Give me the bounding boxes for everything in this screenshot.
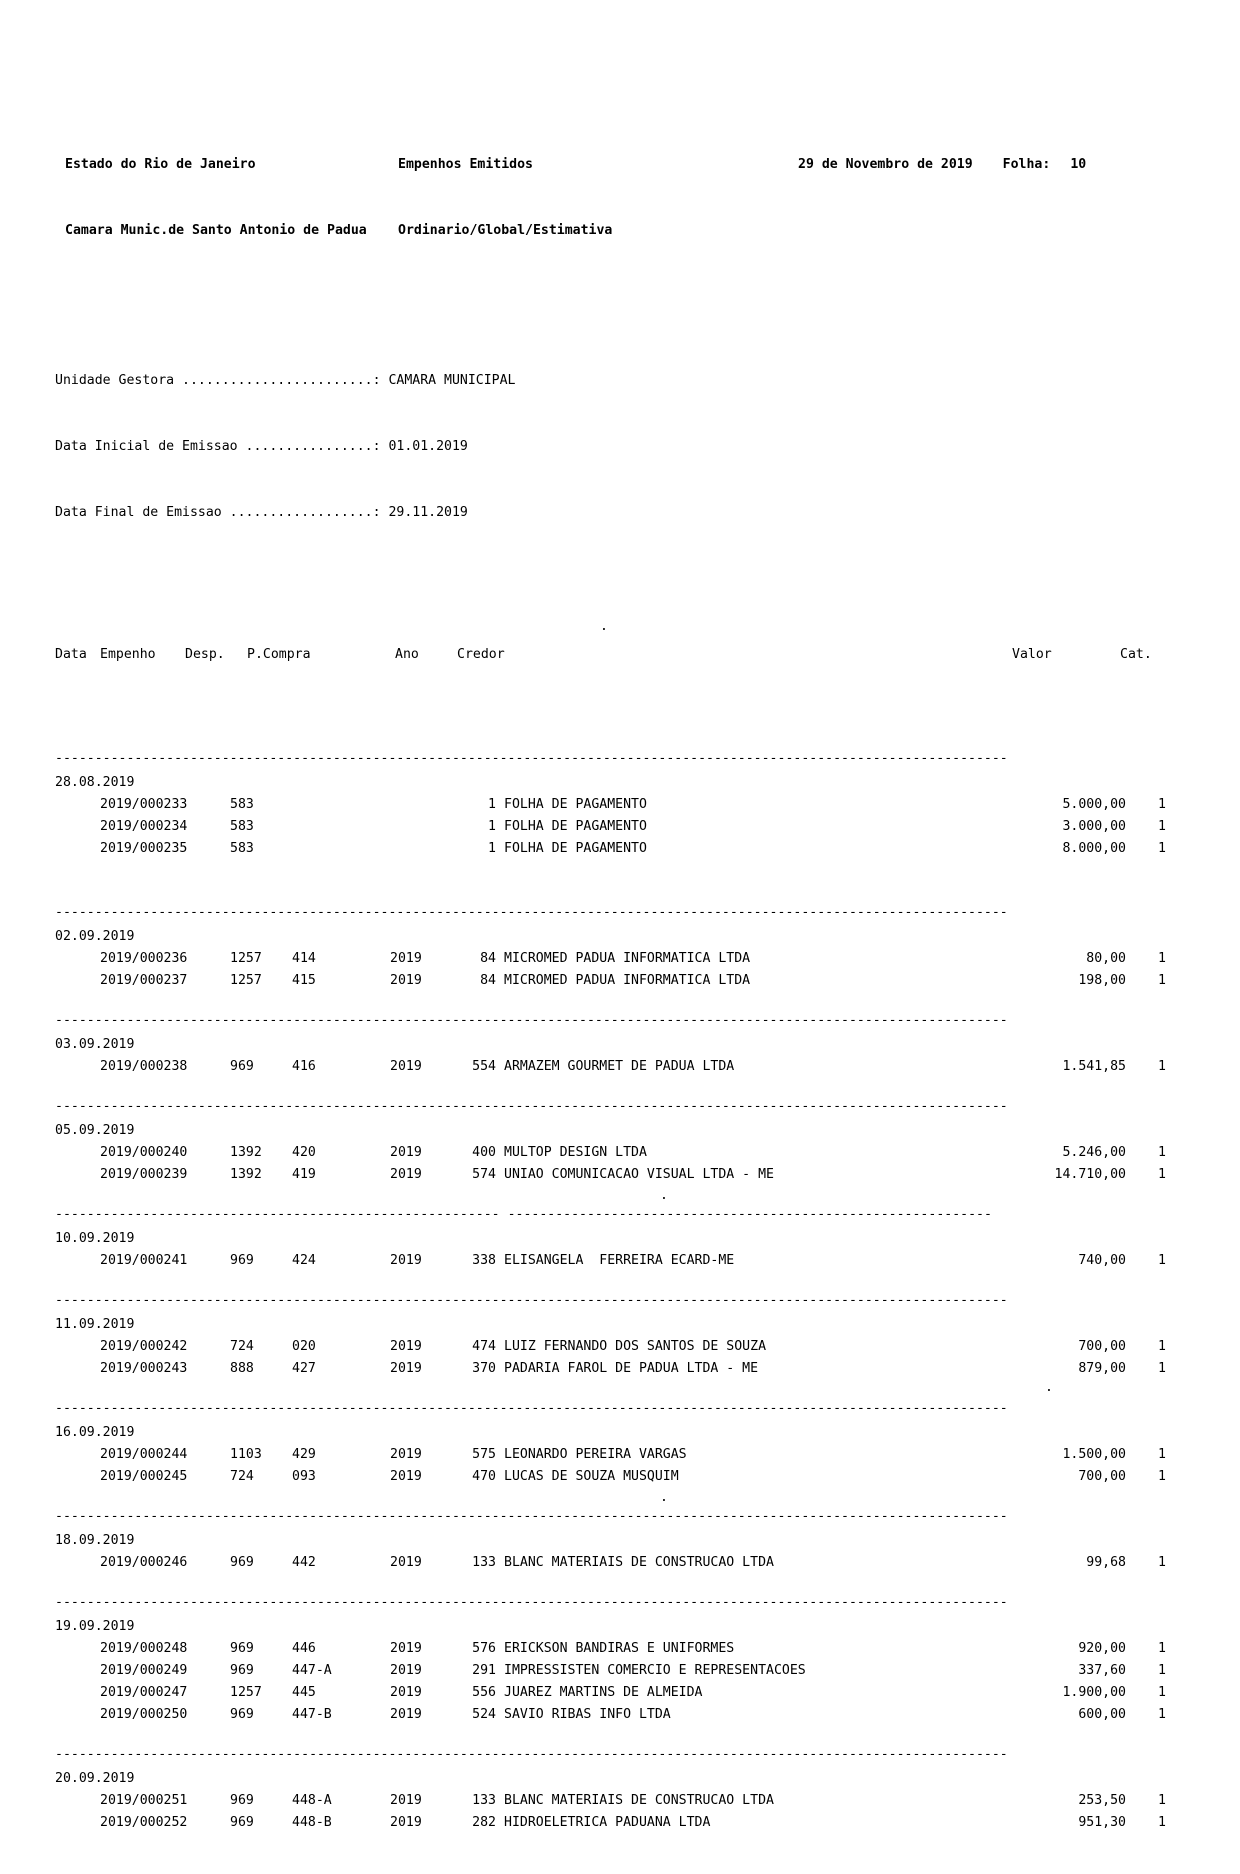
cell-cat: 1 <box>1158 1253 1166 1268</box>
cell-credor: BLANC MATERIAIS DE CONSTRUCAO LTDA <box>504 1793 774 1808</box>
date-group <box>55 1422 1180 1488</box>
cell-valor: 1.541,85 <box>1062 1059 1126 1074</box>
table-row <box>60 1142 1180 1164</box>
cell-cat: 1 <box>1158 1815 1166 1830</box>
report-parameters <box>55 326 1180 568</box>
group-date: 18.09.2019 <box>55 1533 135 1548</box>
group-date: 02.09.2019 <box>55 929 135 944</box>
cell-empenho: 2019/000249 <box>100 1663 188 1678</box>
report-date: 29 de Novembro de 2019 <box>798 157 973 172</box>
cell-pcompra: 093 <box>292 1469 316 1484</box>
cell-empenho: 2019/000240 <box>100 1145 188 1160</box>
cell-cat: 1 <box>1158 1447 1166 1462</box>
cell-empenho: 2019/000250 <box>100 1707 188 1722</box>
cell-valor: 951,30 <box>1078 1815 1126 1830</box>
cell-credor: BLANC MATERIAIS DE CONSTRUCAO LTDA <box>504 1555 774 1570</box>
cell-desp: 583 <box>230 797 254 812</box>
cell-pcompra: 420 <box>292 1145 316 1160</box>
divider-rule: ------------------------------------------------------------------------------------------------------------------------ <box>55 1099 1008 1114</box>
group-date: 19.09.2019 <box>55 1619 135 1634</box>
cell-valor: 5.246,00 <box>1062 1145 1126 1160</box>
cell-empenho: 2019/000245 <box>100 1469 188 1484</box>
cell-codigo: 400 <box>472 1145 496 1160</box>
date-group <box>55 772 1180 860</box>
cell-valor: 700,00 <box>1078 1339 1126 1354</box>
cell-cat: 1 <box>1158 1469 1166 1484</box>
cell-pcompra: 442 <box>292 1555 316 1570</box>
cell-codigo: 576 <box>472 1641 496 1656</box>
cell-ano: 2019 <box>390 1793 422 1808</box>
cell-cat: 1 <box>1158 1663 1166 1678</box>
date-group <box>55 1034 1180 1078</box>
cell-pcompra: 427 <box>292 1361 316 1376</box>
cell-codigo: 1 <box>488 797 496 812</box>
cell-cat: 1 <box>1158 951 1166 966</box>
report-title: Empenhos Emitidos <box>398 157 533 172</box>
header-row-1 <box>65 154 1180 176</box>
table-row <box>60 816 1180 838</box>
group-date: 10.09.2019 <box>55 1231 135 1246</box>
cell-ano: 2019 <box>390 1663 422 1678</box>
table-row <box>60 1790 1180 1812</box>
cell-desp: 1103 <box>230 1447 262 1462</box>
date-group <box>55 1228 1180 1272</box>
cell-empenho: 2019/000248 <box>100 1641 188 1656</box>
table-row <box>60 1358 1180 1380</box>
cell-empenho: 2019/000233 <box>100 797 188 812</box>
cell-cat: 1 <box>1158 819 1166 834</box>
cell-codigo: 370 <box>472 1361 496 1376</box>
cell-credor: FOLHA DE PAGAMENTO <box>504 819 647 834</box>
cell-pcompra: 429 <box>292 1447 316 1462</box>
group-spacer <box>60 1488 1180 1508</box>
cell-desp: 583 <box>230 841 254 856</box>
table-row <box>60 838 1180 860</box>
table-column-headers <box>55 600 1180 732</box>
cell-cat: 1 <box>1158 1145 1166 1160</box>
cell-desp: 724 <box>230 1339 254 1354</box>
cell-codigo: 556 <box>472 1685 496 1700</box>
cell-pcompra <box>292 838 390 860</box>
table-row <box>60 1638 1180 1660</box>
cell-credor: ERICKSON BANDIRAS E UNIFORMES <box>504 1641 735 1656</box>
cell-cat: 1 <box>1158 1641 1166 1656</box>
table-row <box>60 794 1180 816</box>
cell-ano: 2019 <box>390 1815 422 1830</box>
cell-pcompra: 448-B <box>292 1815 332 1830</box>
cell-codigo: 291 <box>472 1663 496 1678</box>
stray-dot-artifact: . <box>660 1490 668 1505</box>
cell-credor: LUIZ FERNANDO DOS SANTOS DE SOUZA <box>504 1339 767 1354</box>
cell-valor: 14.710,00 <box>1054 1167 1126 1182</box>
divider-rule: ------------------------------------------------------------------------------------------------------------------------ <box>55 1293 1008 1308</box>
cell-desp: 969 <box>230 1707 254 1722</box>
group-date: 28.08.2019 <box>55 775 135 790</box>
col-header-ano: Ano <box>395 647 419 662</box>
date-group <box>55 1314 1180 1380</box>
cell-codigo: 575 <box>472 1447 496 1462</box>
cell-valor: 337,60 <box>1078 1663 1126 1678</box>
cell-empenho: 2019/000238 <box>100 1059 188 1074</box>
cell-empenho: 2019/000246 <box>100 1555 188 1570</box>
cell-credor: LEONARDO PEREIRA VARGAS <box>504 1447 687 1462</box>
cell-pcompra: 447-A <box>292 1663 332 1678</box>
group-date: 20.09.2019 <box>55 1771 135 1786</box>
cell-ano: 2019 <box>390 1685 422 1700</box>
cell-ano <box>390 838 452 860</box>
cell-credor: PADARIA FAROL DE PADUA LTDA - ME <box>504 1361 759 1376</box>
table-row <box>60 1164 1180 1186</box>
divider-rule: ------------------------------------------------------------------------------------------------------------------------ <box>55 905 1008 920</box>
cell-pcompra: 020 <box>292 1339 316 1354</box>
group-date: 05.09.2019 <box>55 1123 135 1138</box>
divider-rule: ------------------------------------------------------------------------------------------------------------------------ <box>55 1401 1008 1416</box>
date-group <box>55 926 1180 992</box>
cell-codigo: 1 <box>488 819 496 834</box>
table-row <box>60 1466 1180 1488</box>
cell-ano: 2019 <box>390 1339 422 1354</box>
date-group <box>55 1616 1180 1726</box>
cell-codigo: 474 <box>472 1339 496 1354</box>
stray-dot-artifact: . <box>660 1188 668 1203</box>
group-spacer <box>60 860 1180 904</box>
cell-cat: 1 <box>1158 1555 1166 1570</box>
cell-ano <box>390 816 452 838</box>
col-header-credor: Credor <box>457 647 505 662</box>
cell-valor: 1.500,00 <box>1062 1447 1126 1462</box>
cell-pcompra <box>292 794 390 816</box>
cell-cat: 1 <box>1158 797 1166 812</box>
table-row <box>60 970 1180 992</box>
group-spacer <box>60 1186 1180 1206</box>
cell-ano: 2019 <box>390 1361 422 1376</box>
cell-empenho: 2019/000242 <box>100 1339 188 1354</box>
cell-valor: 1.900,00 <box>1062 1685 1126 1700</box>
cell-valor: 600,00 <box>1078 1707 1126 1722</box>
cell-empenho: 2019/000252 <box>100 1815 188 1830</box>
cell-desp: 969 <box>230 1663 254 1678</box>
cell-pcompra: 419 <box>292 1167 316 1182</box>
cell-ano: 2019 <box>390 1253 422 1268</box>
cell-pcompra: 424 <box>292 1253 316 1268</box>
cell-ano: 2019 <box>390 1555 422 1570</box>
cell-empenho: 2019/000234 <box>100 819 188 834</box>
cell-credor: SAVIO RIBAS INFO LTDA <box>504 1707 671 1722</box>
col-header-pcompra: P.Compra <box>247 647 311 662</box>
cell-valor: 253,50 <box>1078 1793 1126 1808</box>
divider-rule: ------------------------------------------------------------------------------------------------------------------------ <box>55 751 1008 766</box>
cell-credor: MULTOP DESIGN LTDA <box>504 1145 647 1160</box>
cell-valor: 5.000,00 <box>1062 797 1126 812</box>
cell-desp: 969 <box>230 1793 254 1808</box>
table-row <box>60 948 1180 970</box>
table-row <box>60 1444 1180 1466</box>
cell-ano: 2019 <box>390 1469 422 1484</box>
cell-ano: 2019 <box>390 1447 422 1462</box>
cell-desp: 1257 <box>230 951 262 966</box>
cell-desp: 1392 <box>230 1167 262 1182</box>
cell-cat: 1 <box>1158 1339 1166 1354</box>
cell-empenho: 2019/000247 <box>100 1685 188 1700</box>
cell-empenho: 2019/000244 <box>100 1447 188 1462</box>
cell-valor: 8.000,00 <box>1062 841 1126 856</box>
group-spacer <box>60 1726 1180 1746</box>
cell-codigo: 554 <box>472 1059 496 1074</box>
cell-desp: 1392 <box>230 1145 262 1160</box>
cell-empenho: 2019/000236 <box>100 951 188 966</box>
cell-empenho: 2019/000251 <box>100 1793 188 1808</box>
divider-rule: ------------------------------------------------------------------------------------------------------------------------ <box>55 1509 1008 1524</box>
cell-codigo: 470 <box>472 1469 496 1484</box>
table-row <box>60 1552 1180 1574</box>
group-spacer <box>60 1272 1180 1292</box>
group-spacer <box>60 992 1180 1012</box>
cell-ano: 2019 <box>390 1059 422 1074</box>
cell-ano: 2019 <box>390 973 422 988</box>
cell-cat: 1 <box>1158 1793 1166 1808</box>
cell-ano <box>390 794 452 816</box>
cell-cat: 1 <box>1158 1685 1166 1700</box>
divider-rule: ------------------------------------------------------------------------------------------------------------------------ <box>55 1013 1008 1028</box>
cell-credor: MICROMED PADUA INFORMATICA LTDA <box>504 951 751 966</box>
cell-cat: 1 <box>1158 1707 1166 1722</box>
cell-valor: 198,00 <box>1078 973 1126 988</box>
cell-desp: 724 <box>230 1469 254 1484</box>
cell-empenho: 2019/000237 <box>100 973 188 988</box>
group-spacer <box>60 1574 1180 1594</box>
cell-codigo: 574 <box>472 1167 496 1182</box>
stray-dot-artifact: . <box>1045 1380 1053 1395</box>
date-group <box>55 1530 1180 1574</box>
cell-desp: 969 <box>230 1253 254 1268</box>
cell-credor: UNIAO COMUNICACAO VISUAL LTDA - ME <box>504 1167 774 1182</box>
state-name: Estado do Rio de Janeiro <box>65 157 256 172</box>
table-row <box>60 1704 1180 1726</box>
table-row <box>60 1056 1180 1078</box>
cell-cat: 1 <box>1158 1059 1166 1074</box>
cell-credor: FOLHA DE PAGAMENTO <box>504 841 647 856</box>
cell-ano: 2019 <box>390 951 422 966</box>
cell-desp: 1257 <box>230 1685 262 1700</box>
report-subtitle: Ordinario/Global/Estimativa <box>398 223 613 238</box>
cell-ano: 2019 <box>390 1167 422 1182</box>
cell-empenho: 2019/000241 <box>100 1253 188 1268</box>
cell-cat: 1 <box>1158 1167 1166 1182</box>
cell-desp: 969 <box>230 1059 254 1074</box>
cell-codigo: 338 <box>472 1253 496 1268</box>
cell-credor: HIDROELETRICA PADUANA LTDA <box>504 1815 711 1830</box>
cell-codigo: 133 <box>472 1555 496 1570</box>
cell-pcompra: 447-B <box>292 1707 332 1722</box>
cell-cat: 1 <box>1158 841 1166 856</box>
cell-valor: 99,68 <box>1086 1555 1126 1570</box>
cell-codigo: 1 <box>488 841 496 856</box>
cell-pcompra: 448-A <box>292 1793 332 1808</box>
cell-empenho: 2019/000243 <box>100 1361 188 1376</box>
page-label: Folha: <box>1002 157 1051 172</box>
cell-credor: JUAREZ MARTINS DE ALMEIDA <box>504 1685 703 1700</box>
cell-pcompra: 445 <box>292 1685 316 1700</box>
cell-empenho: 2019/000235 <box>100 841 188 856</box>
cell-desp: 969 <box>230 1555 254 1570</box>
col-header-empenho: Empenho <box>100 647 156 662</box>
divider-rule: ------------------------------------------------------------------------------------------------------------------------ <box>55 1595 1008 1610</box>
cell-valor: 80,00 <box>1086 951 1126 966</box>
entity-name: Camara Munic.de Santo Antonio de Padua <box>65 223 367 238</box>
cell-pcompra: 446 <box>292 1641 316 1656</box>
date-group <box>55 1768 1180 1834</box>
cell-codigo: 133 <box>472 1793 496 1808</box>
header-row-2 <box>65 220 1180 242</box>
divider-rule: -------------------------------------------------------- ------------------------------------------------------------- <box>55 1207 992 1222</box>
param-data-final: Data Final de Emissao ..................: 29.11.2019 <box>55 505 468 520</box>
table-row <box>60 1336 1180 1358</box>
cell-ano: 2019 <box>390 1145 422 1160</box>
group-date: 11.09.2019 <box>55 1317 135 1332</box>
group-spacer <box>60 1380 1180 1400</box>
group-date: 16.09.2019 <box>55 1425 135 1440</box>
cell-valor: 3.000,00 <box>1062 819 1126 834</box>
cell-ano: 2019 <box>390 1641 422 1656</box>
cell-pcompra: 415 <box>292 973 316 988</box>
param-data-inicial: Data Inicial de Emissao ................: 01.01.2019 <box>55 439 468 454</box>
group-spacer <box>60 1078 1180 1098</box>
cell-desp: 969 <box>230 1641 254 1656</box>
col-header-data: Data <box>55 647 87 662</box>
cell-credor: ELISANGELA FERREIRA ECARD-ME <box>504 1253 735 1268</box>
cell-cat: 1 <box>1158 973 1166 988</box>
cell-credor: MICROMED PADUA INFORMATICA LTDA <box>504 973 751 988</box>
divider-rule: ------------------------------------------------------------------------------------------------------------------------ <box>55 1747 1008 1762</box>
table-row <box>60 1812 1180 1834</box>
cell-codigo: 84 <box>480 951 496 966</box>
cell-credor: ARMAZEM GOURMET DE PADUA LTDA <box>504 1059 735 1074</box>
cell-desp: 888 <box>230 1361 254 1376</box>
cell-codigo: 524 <box>472 1707 496 1722</box>
cell-valor: 879,00 <box>1078 1361 1126 1376</box>
table-row <box>60 1250 1180 1272</box>
cell-valor: 920,00 <box>1078 1641 1126 1656</box>
cell-codigo: 282 <box>472 1815 496 1830</box>
cell-desp: 1257 <box>230 973 262 988</box>
stray-dot-artifact: . <box>600 619 608 634</box>
date-group <box>55 1120 1180 1186</box>
param-unidade-gestora: Unidade Gestora ........................: CAMARA MUNICIPAL <box>55 373 516 388</box>
cell-valor: 740,00 <box>1078 1253 1126 1268</box>
cell-credor: LUCAS DE SOUZA MUSQUIM <box>504 1469 679 1484</box>
cell-credor: FOLHA DE PAGAMENTO <box>504 797 647 812</box>
cell-pcompra: 416 <box>292 1059 316 1074</box>
cell-cat: 1 <box>1158 1361 1166 1376</box>
col-header-desp: Desp. <box>185 647 225 662</box>
cell-empenho: 2019/000239 <box>100 1167 188 1182</box>
group-date: 03.09.2019 <box>55 1037 135 1052</box>
cell-ano: 2019 <box>390 1707 422 1722</box>
cell-pcompra <box>292 816 390 838</box>
col-header-cat: Cat. <box>1120 647 1152 662</box>
report-header <box>65 110 1180 286</box>
cell-pcompra: 414 <box>292 951 316 966</box>
page-number: 10 <box>1070 157 1087 172</box>
cell-desp: 583 <box>230 819 254 834</box>
table-row <box>60 1660 1180 1682</box>
cell-valor: 700,00 <box>1078 1469 1126 1484</box>
col-header-valor: Valor <box>1012 647 1052 662</box>
cell-codigo: 84 <box>480 973 496 988</box>
table-row <box>60 1682 1180 1704</box>
cell-desp: 969 <box>230 1815 254 1830</box>
cell-credor: IMPRESSISTEN COMERCIO E REPRESENTACOES <box>504 1663 806 1678</box>
